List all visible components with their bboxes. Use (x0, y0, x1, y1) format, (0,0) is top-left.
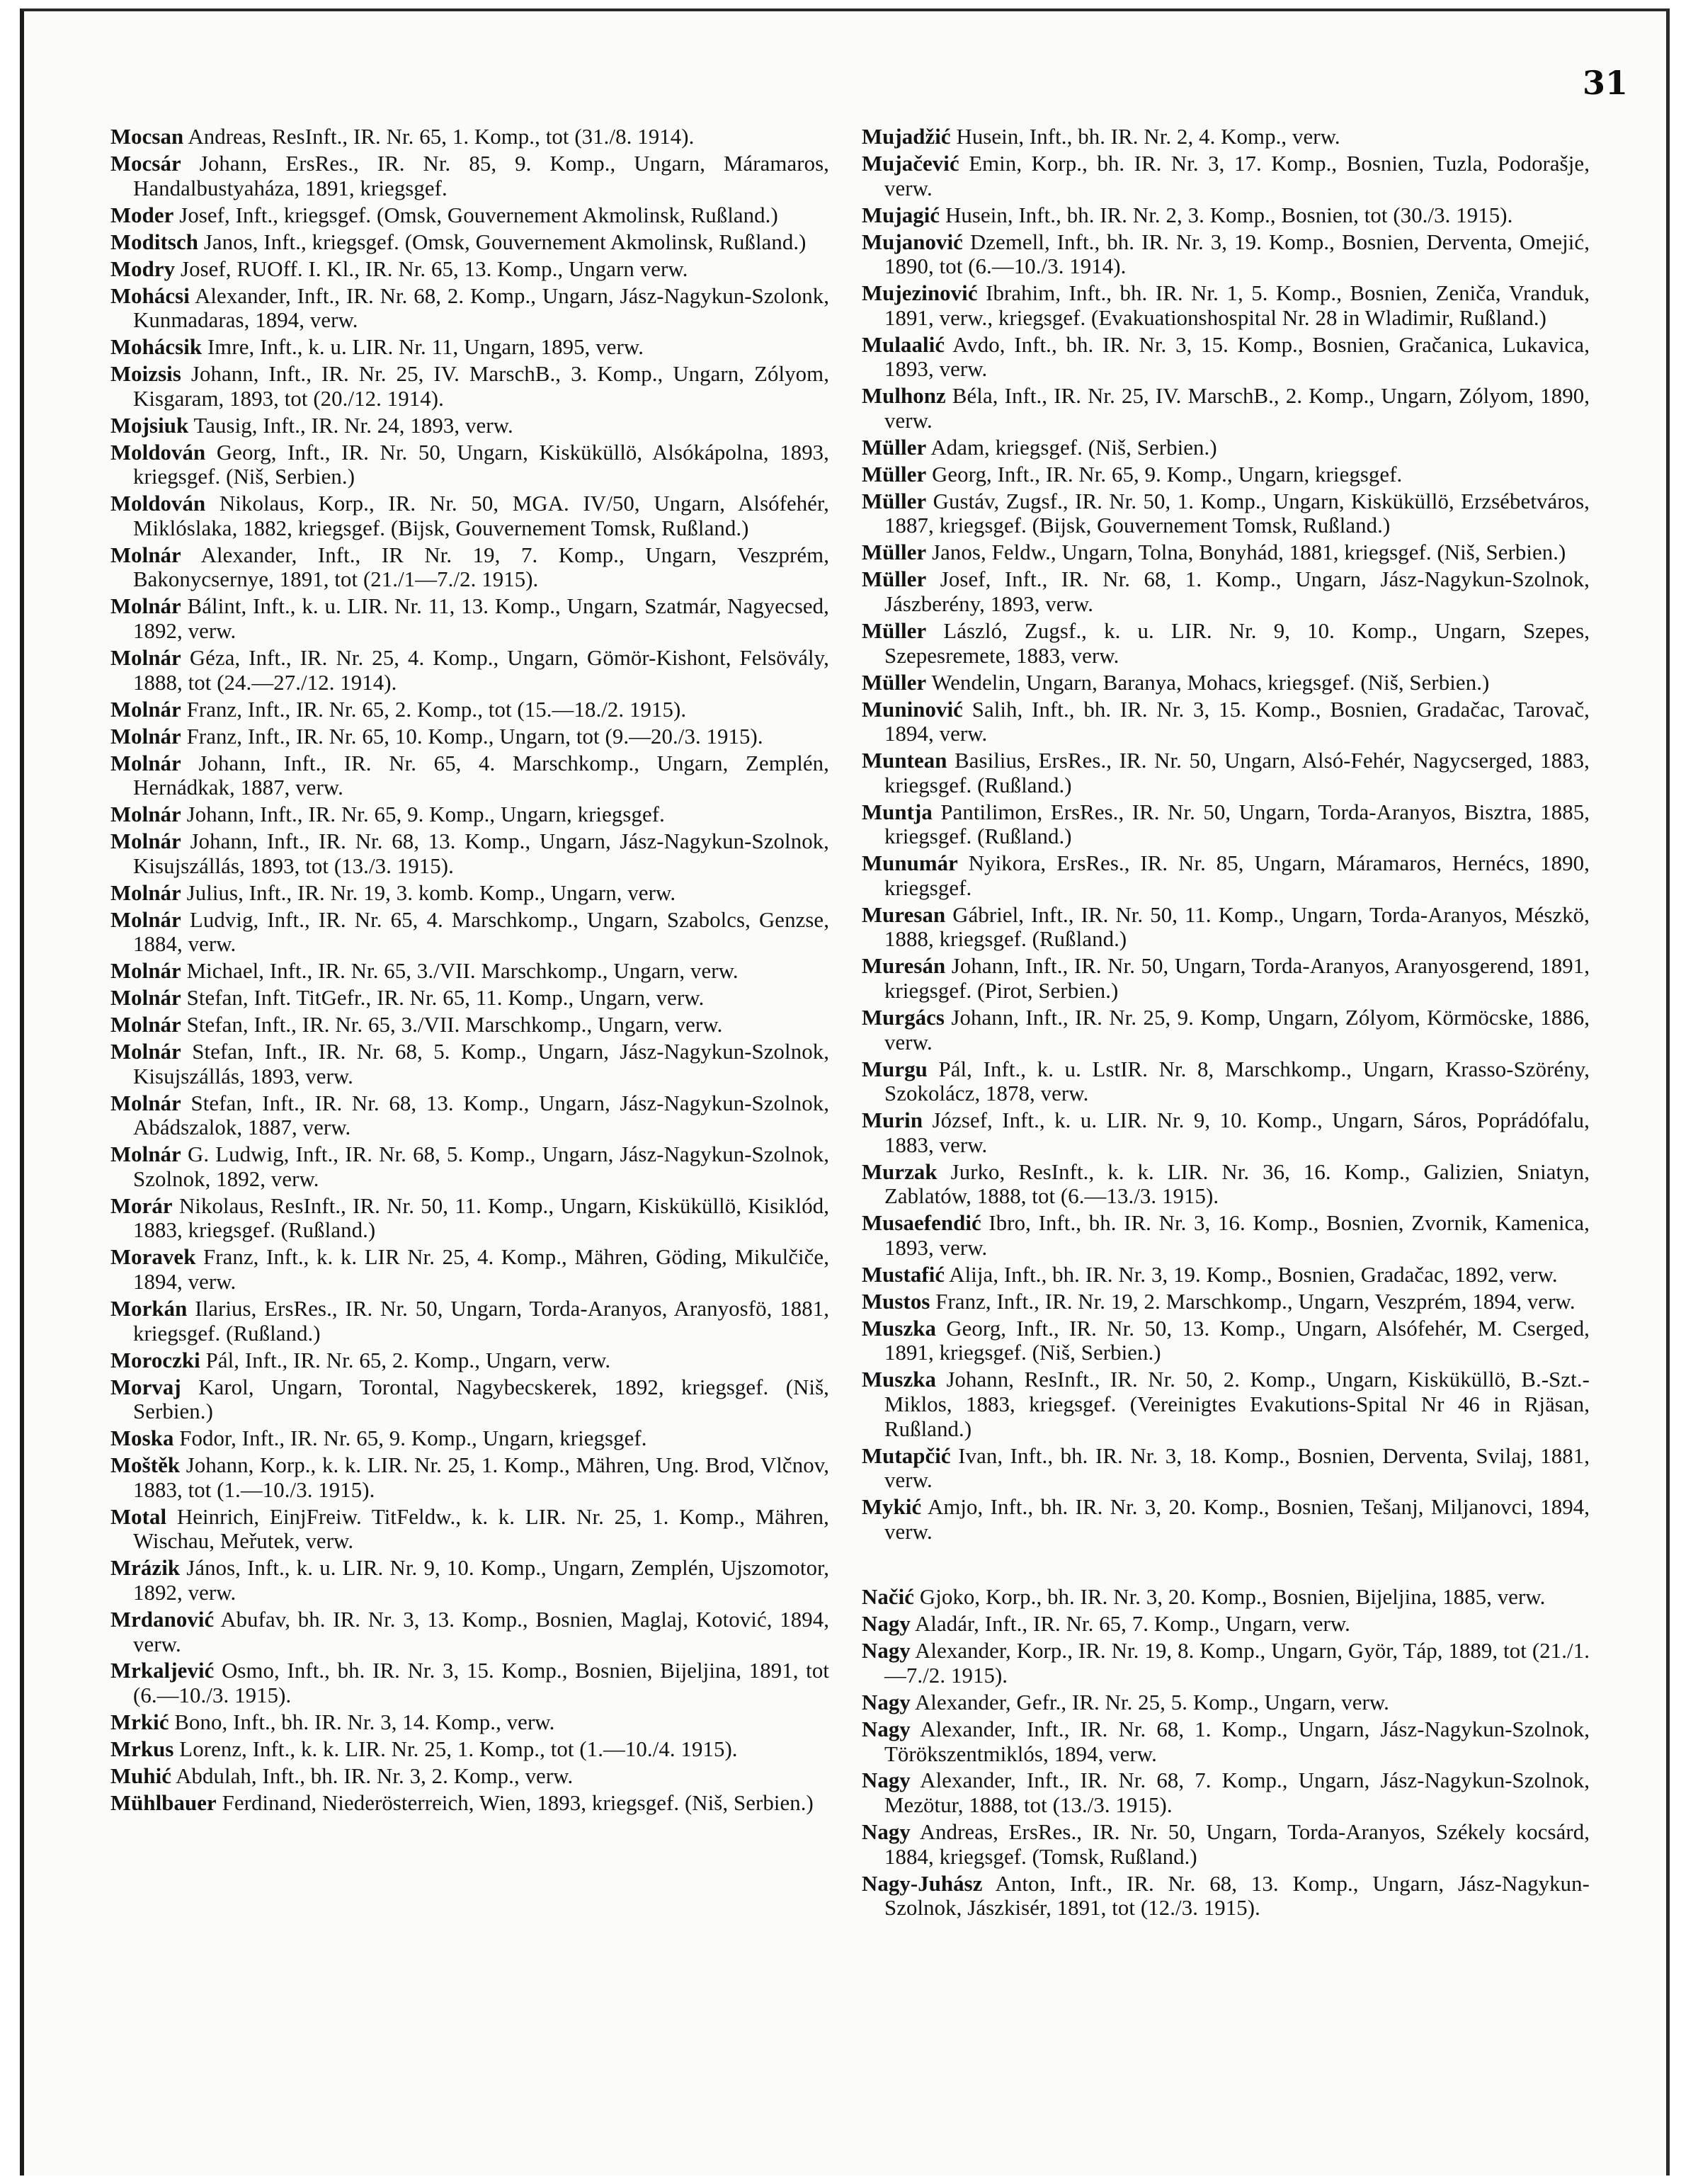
entry-details: Alexander, Gefr., IR. Nr. 25, 5. Komp., Ungarn, verw. (914, 1690, 1389, 1714)
entry-details: Johann, ErsRes., IR. Nr. 85, 9. Komp., Ungarn, Máramaros, Handalbustyaháza, 1891, kriegsgef. (133, 151, 829, 200)
entry-surname: Müller (862, 567, 927, 592)
list-item (110, 362, 829, 411)
entry-details: Adam, kriegsgef. (Niš, Serbien.) (930, 435, 1217, 460)
list-item (862, 384, 1590, 433)
entry-details: Karol, Ungarn, Torontal, Nagybecskerek, 1892, kriegsgef. (Niš, Serbien.) (133, 1375, 829, 1424)
list-item (862, 152, 1590, 200)
entry-surname: Moska (110, 1426, 174, 1451)
entry-surname: Nagy (862, 1639, 911, 1663)
entry-surname: Mujadžić (862, 125, 951, 149)
entry-surname: Munumár (862, 851, 958, 876)
list-item (862, 619, 1590, 668)
entry-details: Géza, Inft., IR. Nr. 25, 4. Komp., Ungarn, Gömör-Kishont, Felsövály, 1888, tot (24.—27./12. 1914). (133, 645, 829, 695)
list-item (110, 724, 829, 749)
entry-surname: Mujanović (862, 229, 963, 254)
entry-surname: Molnár (110, 907, 181, 932)
entry-details: Alexander, Inft., IR. Nr. 68, 2. Komp., Ungarn, Jász-Nagykun-Szolonk, Kunmadaras, 1894, verw. (133, 283, 829, 333)
entry-surname: Modry (110, 256, 176, 281)
list-item (110, 1505, 829, 1554)
entry-surname: Molnár (110, 1040, 181, 1064)
entry-details: Franz, Inft., k. k. LIR Nr. 25, 4. Komp., Mähren, Göding, Mikulčiče, 1894, verw. (133, 1245, 830, 1295)
list-item (110, 284, 829, 333)
entry-surname: Müller (862, 462, 927, 487)
list-item (862, 698, 1590, 746)
list-item (862, 333, 1590, 382)
entry-details: Tausig, Inft., IR. Nr. 24, 1893, verw. (193, 413, 513, 438)
list-item (110, 152, 829, 200)
entry-surname: Molnár (110, 802, 181, 827)
list-item (862, 567, 1590, 616)
entry-surname: Mykić (862, 1495, 922, 1520)
list-item (862, 800, 1590, 849)
entry-surname: Mujezinović (862, 281, 978, 306)
entry-surname: Mutapčić (862, 1443, 951, 1468)
entry-surname: Molnár (110, 645, 181, 670)
entry-surname: Moštěk (110, 1453, 181, 1478)
entry-details: Johann, Inft., IR. Nr. 68, 13. Komp., Ungarn, Jász-Nagykun-Szolnok, Kisujszállás, 1893, tot (13./3. 1915). (133, 829, 829, 878)
entry-surname: Moldován (110, 491, 206, 516)
list-item (862, 489, 1590, 538)
list-item (862, 540, 1590, 565)
entry-details: Alexander, Inft., IR. Nr. 68, 7. Komp., Ungarn, Jász-Nagykun-Szolnok, Mezötur, 1888, tot (13./3. 1915). (884, 1768, 1590, 1818)
entry-surname: Mrkus (110, 1737, 174, 1762)
entry-surname: Molnár (110, 1091, 181, 1115)
entry-details: Abdulah, Inft., bh. IR. Nr. 3, 2. Komp., verw. (176, 1764, 574, 1789)
list-item (862, 851, 1590, 900)
entry-details: Ibro, Inft., bh. IR. Nr. 3, 16. Komp., Bosnien, Zvornik, Kamenica, 1893, verw. (884, 1211, 1590, 1260)
list-item (110, 646, 829, 695)
list-item (110, 1426, 829, 1451)
list-item (110, 203, 829, 228)
entry-details: Michael, Inft., IR. Nr. 65, 3./VII. Marschkomp., Ungarn, verw. (186, 959, 739, 984)
list-item (110, 491, 829, 540)
list-item (110, 1556, 829, 1605)
list-item (110, 1764, 829, 1789)
entry-details: Johann, Inft., IR. Nr. 65, 9. Komp., Ungarn, kriegsgef. (186, 802, 665, 827)
entry-details: Basilius, ErsRes., IR. Nr. 50, Ungarn, Alsó-Fehér, Nagycserged, 1883, kriegsgef. (Rußland.) (884, 749, 1590, 797)
list-item (110, 1348, 829, 1373)
list-item (862, 1160, 1590, 1209)
list-item (110, 335, 829, 360)
list-item (110, 1194, 829, 1243)
list-item (862, 1006, 1590, 1054)
list-item (110, 1297, 829, 1346)
list-item (862, 1316, 1590, 1365)
left-column (110, 125, 829, 1818)
entry-surname: Nagy (862, 1690, 911, 1714)
entry-surname: Molnár (110, 829, 181, 854)
list-item (862, 1585, 1590, 1610)
list-item (110, 881, 829, 906)
entry-surname: Mujačević (862, 151, 959, 176)
entry-details: Georg, Inft., IR. Nr. 50, Ungarn, Kisküküllö, Alsókápolna, 1893, kriegsgef. (Niš, Serbien.) (133, 440, 829, 489)
entry-details: Fodor, Inft., IR. Nr. 65, 9. Komp., Ungarn, kriegsgef. (179, 1426, 647, 1451)
entry-details: Johann, Inft., IR. Nr. 50, Ungarn, Torda-Aranyos, Aranyosgerend, 1891, kriegsgef. (Pirot, Serbien.) (884, 954, 1590, 1003)
entry-details: Salih, Inft., bh. IR. Nr. 3, 15. Komp., Bosnien, Gradačac, Tarovač, 1894, verw. (884, 697, 1590, 746)
list-item (862, 281, 1590, 330)
entry-surname: Mrázik (110, 1556, 181, 1581)
entry-details: Lorenz, Inft., k. k. LIR. Nr. 25, 1. Komp., tot (1.—10./4. 1915). (179, 1737, 738, 1762)
entry-details: Stefan, Inft., IR. Nr. 65, 3./VII. Marschkomp., Ungarn, verw. (186, 1013, 723, 1037)
list-item (862, 1872, 1590, 1921)
entry-details: Bálint, Inft., k. u. LIR. Nr. 11, 13. Komp., Ungarn, Szatmár, Nagyecsed, 1892, verw. (133, 594, 829, 643)
list-item (110, 829, 829, 878)
list-item (110, 1710, 829, 1735)
list-item (110, 257, 829, 282)
entry-details: G. Ludwig, Inft., IR. Nr. 68, 5. Komp., Ungarn, Jász-Nagykun-Szolnok, Szolnok, 1892, verw. (133, 1142, 829, 1191)
list-item (862, 1690, 1590, 1715)
list-item (110, 594, 829, 643)
entry-details: Georg, Inft., IR. Nr. 65, 9. Komp., Ungarn, kriegsgef. (932, 462, 1403, 487)
list-item (862, 1444, 1590, 1493)
entry-details: József, Inft., k. u. LIR. Nr. 9, 10. Komp., Ungarn, Sáros, Poprádófalu, 1883, verw. (884, 1108, 1590, 1157)
entry-details: Julius, Inft., IR. Nr. 19, 3. komb. Komp., Ungarn, verw. (186, 880, 676, 905)
entry-details: Wendelin, Ungarn, Baranya, Mohacs, kriegsgef. (Niš, Serbien.) (931, 670, 1490, 695)
entry-details: Ilarius, ErsRes., IR. Nr. 50, Ungarn, Torda-Aranyos, Aranyosfö, 1881, kriegsgef. (Rußland.) (133, 1297, 829, 1346)
entry-surname: Moditsch (110, 229, 198, 254)
entry-surname: Murgács (862, 1006, 945, 1030)
entry-details: Nikolaus, Korp., IR. Nr. 50, MGA. IV/50, Ungarn, Alsófehér, Miklóslaka, 1882, kriegsgef. (Bijsk, Gouvernement Tomsk, Rußland.) (133, 491, 829, 540)
entry-details: Alija, Inft., bh. IR. Nr. 3, 19. Komp., Bosnien, Gradačac, 1892, verw. (949, 1262, 1558, 1287)
list-item (110, 1453, 829, 1502)
entry-details: Osmo, Inft., bh. IR. Nr. 3, 15. Komp., Bosnien, Bijeljina, 1891, tot (6.—10./3. 1915). (133, 1659, 829, 1708)
entry-surname: Moder (110, 203, 174, 227)
list-item (110, 698, 829, 722)
entry-surname: Muninović (862, 697, 963, 722)
entry-surname: Müller (862, 540, 927, 565)
entry-surname: Mrkaljević (110, 1659, 215, 1683)
entry-surname: Molnár (110, 1142, 181, 1167)
entry-surname: Mocsan (110, 125, 184, 149)
entry-details: Alexander, Inft., IR. Nr. 68, 1. Komp., Ungarn, Jász-Nagykun-Szolnok, Törökszentmiklós, 1894, verw. (884, 1717, 1590, 1766)
entry-surname: Müller (862, 435, 927, 460)
entry-details: Johann, Inft., IR. Nr. 25, IV. MarschB., 3. Komp., Ungarn, Zólyom, Kisgaram, 1893, tot (20./12. 1914). (133, 362, 829, 411)
entry-surname: Müller (862, 670, 927, 695)
entry-details: Johann, Inft., IR. Nr. 25, 9. Komp, Ungarn, Zólyom, Körmöcske, 1886, verw. (884, 1006, 1590, 1054)
list-item (110, 543, 829, 592)
list-item (862, 1717, 1590, 1766)
list-item (862, 462, 1590, 487)
entry-surname: Mohácsik (110, 335, 203, 360)
list-item (110, 440, 829, 489)
entry-details: Heinrich, EinjFreiw. TitFeldw., k. k. LIR. Nr. 25, 1. Komp., Mähren, Wischau, Meřutek, verw. (133, 1504, 829, 1554)
entry-details: Bono, Inft., bh. IR. Nr. 3, 14. Komp., verw. (174, 1710, 555, 1735)
list-item (110, 414, 829, 438)
entry-surname: Muszka (862, 1316, 936, 1341)
entry-surname: Nagy (862, 1820, 911, 1845)
entry-surname: Muntja (862, 800, 933, 824)
list-item (110, 908, 829, 957)
list-item (862, 1612, 1590, 1637)
list-item (110, 751, 829, 800)
entry-details: Franz, Inft., IR. Nr. 65, 2. Komp., tot (15.—18./2. 1915). (186, 697, 687, 722)
list-item (862, 1263, 1590, 1287)
list-item (110, 959, 829, 984)
entry-surname: Moldován (110, 440, 206, 465)
entry-surname: Molnár (110, 542, 181, 567)
entry-surname: Morár (110, 1193, 173, 1218)
entry-surname: Nagy (862, 1717, 911, 1741)
entry-surname: Molnár (110, 751, 181, 775)
entry-surname: Muntean (862, 749, 947, 773)
entry-details: Anton, Inft., IR. Nr. 68, 13. Komp., Ungarn, Jász-Nagykun-Szolnok, Jászkisér, 1891, tot (12./3. 1915). (884, 1871, 1590, 1921)
list-item (862, 1367, 1590, 1441)
list-item (862, 1211, 1590, 1260)
entry-surname: Nagy-Juhász (862, 1871, 983, 1896)
list-item (110, 125, 829, 149)
entry-surname: Moroczki (110, 1348, 200, 1372)
entry-details: Gustáv, Zugsf., IR. Nr. 50, 1. Komp., Ungarn, Kisküküllö, Erzsébetváros, 1887, kriegsgef. (Bijsk, Gouvernement Tomsk, Rußland.) (884, 489, 1590, 538)
entry-details: Pál, Inft., IR. Nr. 65, 2. Komp., Ungarn, verw. (205, 1348, 611, 1372)
entry-details: Imre, Inft., k. u. LIR. Nr. 11, Ungarn, 1895, verw. (207, 335, 644, 360)
entry-surname: Müller (862, 618, 927, 643)
list-item (110, 802, 829, 827)
entry-details: Nyikora, ErsRes., IR. Nr. 85, Ungarn, Máramaros, Hernécs, 1890, kriegsgef. (884, 851, 1590, 900)
entry-surname: Mocsár (110, 151, 181, 176)
list-item (862, 1108, 1590, 1157)
entry-details: Andreas, ResInft., IR. Nr. 65, 1. Komp., tot (31./8. 1914). (188, 125, 695, 149)
entry-surname: Molnár (110, 959, 181, 984)
entry-details: Pantilimon, ErsRes., IR. Nr. 50, Ungarn, Torda-Aranyos, Bisztra, 1885, kriegsgef. (Rußland.) (884, 800, 1590, 849)
page-number: 31 (1582, 64, 1628, 102)
entry-surname: Načić (862, 1585, 915, 1610)
entry-details: Janos, Feldw., Ungarn, Tolna, Bonyhád, 1881, kriegsgef. (Niš, Serbien.) (932, 540, 1566, 565)
list-item (862, 1639, 1590, 1688)
list-item (862, 1820, 1590, 1869)
list-item (862, 954, 1590, 1003)
entry-details: Johann, Inft., IR. Nr. 65, 4. Marschkomp., Ungarn, Zemplén, Hernádkak, 1887, verw. (133, 751, 829, 800)
document-page (20, 8, 1670, 2176)
entry-details: Emin, Korp., bh. IR. Nr. 3, 17. Komp., Bosnien, Tuzla, Podorašje, verw. (884, 151, 1590, 200)
entry-surname: Musaefendić (862, 1211, 981, 1236)
list-item (110, 230, 829, 255)
list-item (110, 986, 829, 1011)
entry-details: Stefan, Inft., IR. Nr. 68, 5. Komp., Ungarn, Jász-Nagykun-Szolnok, Kisujszállás, 1893, verw. (133, 1040, 829, 1088)
entry-details: Jurko, ResInft., k. k. LIR. Nr. 36, 16. Komp., Galizien, Sniatyn, Zablatów, 1888, tot (6.—13./3. 1915). (884, 1159, 1590, 1209)
list-item (110, 1040, 829, 1088)
list-item (110, 1659, 829, 1707)
entry-details: Alexander, Inft., IR Nr. 19, 7. Komp., Ungarn, Veszprém, Bakonycsernye, 1891, tot (21./1—7./2. 1915). (133, 542, 829, 592)
entry-details: Alexander, Korp., IR. Nr. 19, 8. Komp., Ungarn, Györ, Táp, 1889, tot (21./1.—7./2. 1915). (884, 1639, 1590, 1688)
entry-details: Ferdinand, Niederösterreich, Wien, 1893, kriegsgef. (Niš, Serbien.) (222, 1791, 814, 1816)
list-item (110, 1142, 829, 1191)
entry-surname: Nagy (862, 1612, 911, 1637)
entry-details: Ivan, Inft., bh. IR. Nr. 3, 18. Komp., Bosnien, Derventa, Svilaj, 1881, verw. (884, 1443, 1590, 1493)
entry-details: Avdo, Inft., bh. IR. Nr. 3, 15. Komp., Bosnien, Gračanica, Lukavica, 1893, verw. (884, 332, 1590, 382)
entry-surname: Mustafić (862, 1262, 945, 1287)
entry-details: Johann, ResInft., IR. Nr. 50, 2. Komp., Ungarn, Kisküküllö, B.-Szt.-Miklos, 1883, kriegsgef. (Vereinigtes Evakutions-Spital Nr 46 in Rjäsan, Rußland.) (884, 1367, 1590, 1441)
entry-details: Franz, Inft., IR. Nr. 65, 10. Komp., Ungarn, tot (9.—20./3. 1915). (186, 724, 763, 749)
list-item (110, 1013, 829, 1037)
entry-surname: Mrkić (110, 1710, 169, 1735)
entry-details: Stefan, Inft. TitGefr., IR. Nr. 65, 11. Komp., Ungarn, verw. (186, 986, 705, 1011)
list-item (110, 1375, 829, 1424)
entry-details: Ludvig, Inft., IR. Nr. 65, 4. Marschkomp., Ungarn, Szabolcs, Genzse, 1884, verw. (133, 907, 829, 957)
entry-details: Pál, Inft., k. u. LstIR. Nr. 8, Marschkomp., Ungarn, Krasso-Szörény, Szokolácz, 1878, verw. (884, 1057, 1590, 1106)
entry-details: Stefan, Inft., IR. Nr. 68, 13. Komp., Ungarn, Jász-Nagykun-Szolnok, Abádszalok, 1887, verw. (133, 1091, 829, 1140)
list-item (862, 125, 1590, 149)
entry-surname: Molnár (110, 724, 181, 749)
list-item (862, 1057, 1590, 1106)
entry-details: Josef, Inft., IR. Nr. 68, 1. Komp., Ungarn, Jász-Nagykun-Szolnok, Jászberény, 1893, verw. (884, 567, 1590, 616)
entry-details: Andreas, ErsRes., IR. Nr. 50, Ungarn, Torda-Aranyos, Székely kocsárd, 1884, kriegsgef. (Tomsk, Rußland.) (884, 1820, 1590, 1869)
entry-details: Amjo, Inft., bh. IR. Nr. 3, 20. Komp., Bosnien, Tešanj, Miljanovci, 1894, verw. (884, 1495, 1590, 1544)
list-item (862, 749, 1590, 797)
entry-surname: Murgu (862, 1057, 928, 1081)
list-item (862, 203, 1590, 228)
entry-details: Georg, Inft., IR. Nr. 50, 13. Komp., Ungarn, Alsófehér, M. Cserged, 1891, kriegsgef. (Niš, Serbien.) (884, 1316, 1590, 1365)
entry-surname: Molnár (110, 986, 181, 1011)
list-item (862, 671, 1590, 695)
entry-surname: Moizsis (110, 362, 181, 387)
entry-surname: Molnár (110, 1013, 181, 1037)
list-item (862, 903, 1590, 952)
entry-surname: Murin (862, 1108, 923, 1133)
right-column (862, 125, 1590, 1923)
entry-surname: Mujagić (862, 203, 940, 227)
entry-surname: Muszka (862, 1367, 936, 1392)
entry-details: Abufav, bh. IR. Nr. 3, 13. Komp., Bosnien, Maglaj, Kotović, 1894, verw. (133, 1607, 830, 1656)
entry-details: János, Inft., k. u. LIR. Nr. 9, 10. Komp., Ungarn, Zemplén, Ujszomotor, 1892, verw. (133, 1556, 829, 1605)
entry-surname: Mulhonz (862, 384, 946, 409)
entry-details: Ibrahim, Inft., bh. IR. Nr. 1, 5. Komp., Bosnien, Zeniča, Vranduk, 1891, verw., kriegsgef. (Evakuationshospital Nr. 28 in Wladimir, Rußland.) (884, 281, 1590, 330)
entry-details: Josef, RUOff. I. Kl., IR. Nr. 65, 13. Komp., Ungarn verw. (180, 256, 688, 281)
entry-surname: Molnár (110, 594, 181, 619)
list-item (862, 1495, 1590, 1544)
entry-surname: Mojsiuk (110, 413, 189, 438)
entry-details: Janos, Inft., kriegsgef. (Omsk, Gouvernement Akmolinsk, Rußland.) (203, 229, 807, 254)
entry-surname: Moravek (110, 1245, 196, 1270)
entry-details: Béla, Inft., IR. Nr. 25, IV. MarschB., 2. Komp., Ungarn, Zólyom, 1890, verw. (884, 384, 1590, 433)
list-item (862, 1290, 1590, 1314)
entry-surname: Mustos (862, 1289, 930, 1314)
entry-surname: Morkán (110, 1297, 188, 1321)
entry-surname: Molnár (110, 880, 181, 905)
list-item (110, 1091, 829, 1140)
list-item (110, 1737, 829, 1762)
entry-surname: Muhić (110, 1764, 172, 1789)
entry-surname: Mohácsi (110, 283, 190, 308)
entry-surname: Mühlbauer (110, 1791, 217, 1816)
entry-surname: Muresan (862, 902, 946, 927)
list-item (862, 1768, 1590, 1817)
entry-details: Franz, Inft., IR. Nr. 19, 2. Marschkomp., Ungarn, Veszprém, 1894, verw. (935, 1289, 1575, 1314)
entry-details: Husein, Inft., bh. IR. Nr. 2, 4. Komp., verw. (956, 125, 1340, 149)
entry-details: Josef, Inft., kriegsgef. (Omsk, Gouvernement Akmolinsk, Rußland.) (179, 203, 778, 227)
entry-details: László, Zugsf., k. u. LIR. Nr. 9, 10. Komp., Ungarn, Szepes, Szepesremete, 1883, verw. (884, 618, 1590, 668)
list-item (862, 436, 1590, 460)
entry-surname: Muresán (862, 954, 946, 979)
entry-surname: Morvaj (110, 1375, 181, 1399)
entry-details: Dzemell, Inft., bh. IR. Nr. 3, 19. Komp., Bosnien, Derventa, Omejić, 1890, tot (6.—10./3. 1914). (884, 229, 1590, 279)
list-item (110, 1608, 829, 1656)
entry-details: Gábriel, Inft., IR. Nr. 50, 11. Komp., Ungarn, Torda-Aranyos, Mészkö, 1888, kriegsgef. (Rußland.) (884, 902, 1590, 952)
entry-surname: Murzak (862, 1159, 938, 1184)
entry-surname: Nagy (862, 1768, 911, 1793)
list-item (110, 1791, 829, 1816)
list-item (862, 230, 1590, 279)
entry-details: Husein, Inft., bh. IR. Nr. 2, 3. Komp., Bosnien, tot (30./3. 1915). (945, 203, 1513, 227)
entry-details: Johann, Korp., k. k. LIR. Nr. 25, 1. Komp., Mähren, Ung. Brod, Vlčnov, 1883, tot (1.—10./3. 1915). (133, 1453, 829, 1502)
list-item (110, 1245, 829, 1294)
entry-details: Nikolaus, ResInft., IR. Nr. 50, 11. Komp., Ungarn, Kisküküllö, Kisiklód, 1883, kriegsgef. (Rußland.) (133, 1193, 829, 1243)
entry-surname: Mulaalić (862, 332, 945, 357)
entry-details: Aladár, Inft., IR. Nr. 65, 7. Komp., Ungarn, verw. (914, 1612, 1350, 1637)
entry-details: Gjoko, Korp., bh. IR. Nr. 3, 20. Komp., Bosnien, Bijeljina, 1885, verw. (919, 1585, 1546, 1610)
entry-surname: Molnár (110, 697, 181, 722)
entry-surname: Müller (862, 489, 927, 513)
entry-surname: Mrdanović (110, 1607, 215, 1632)
entry-surname: Motal (110, 1504, 167, 1529)
